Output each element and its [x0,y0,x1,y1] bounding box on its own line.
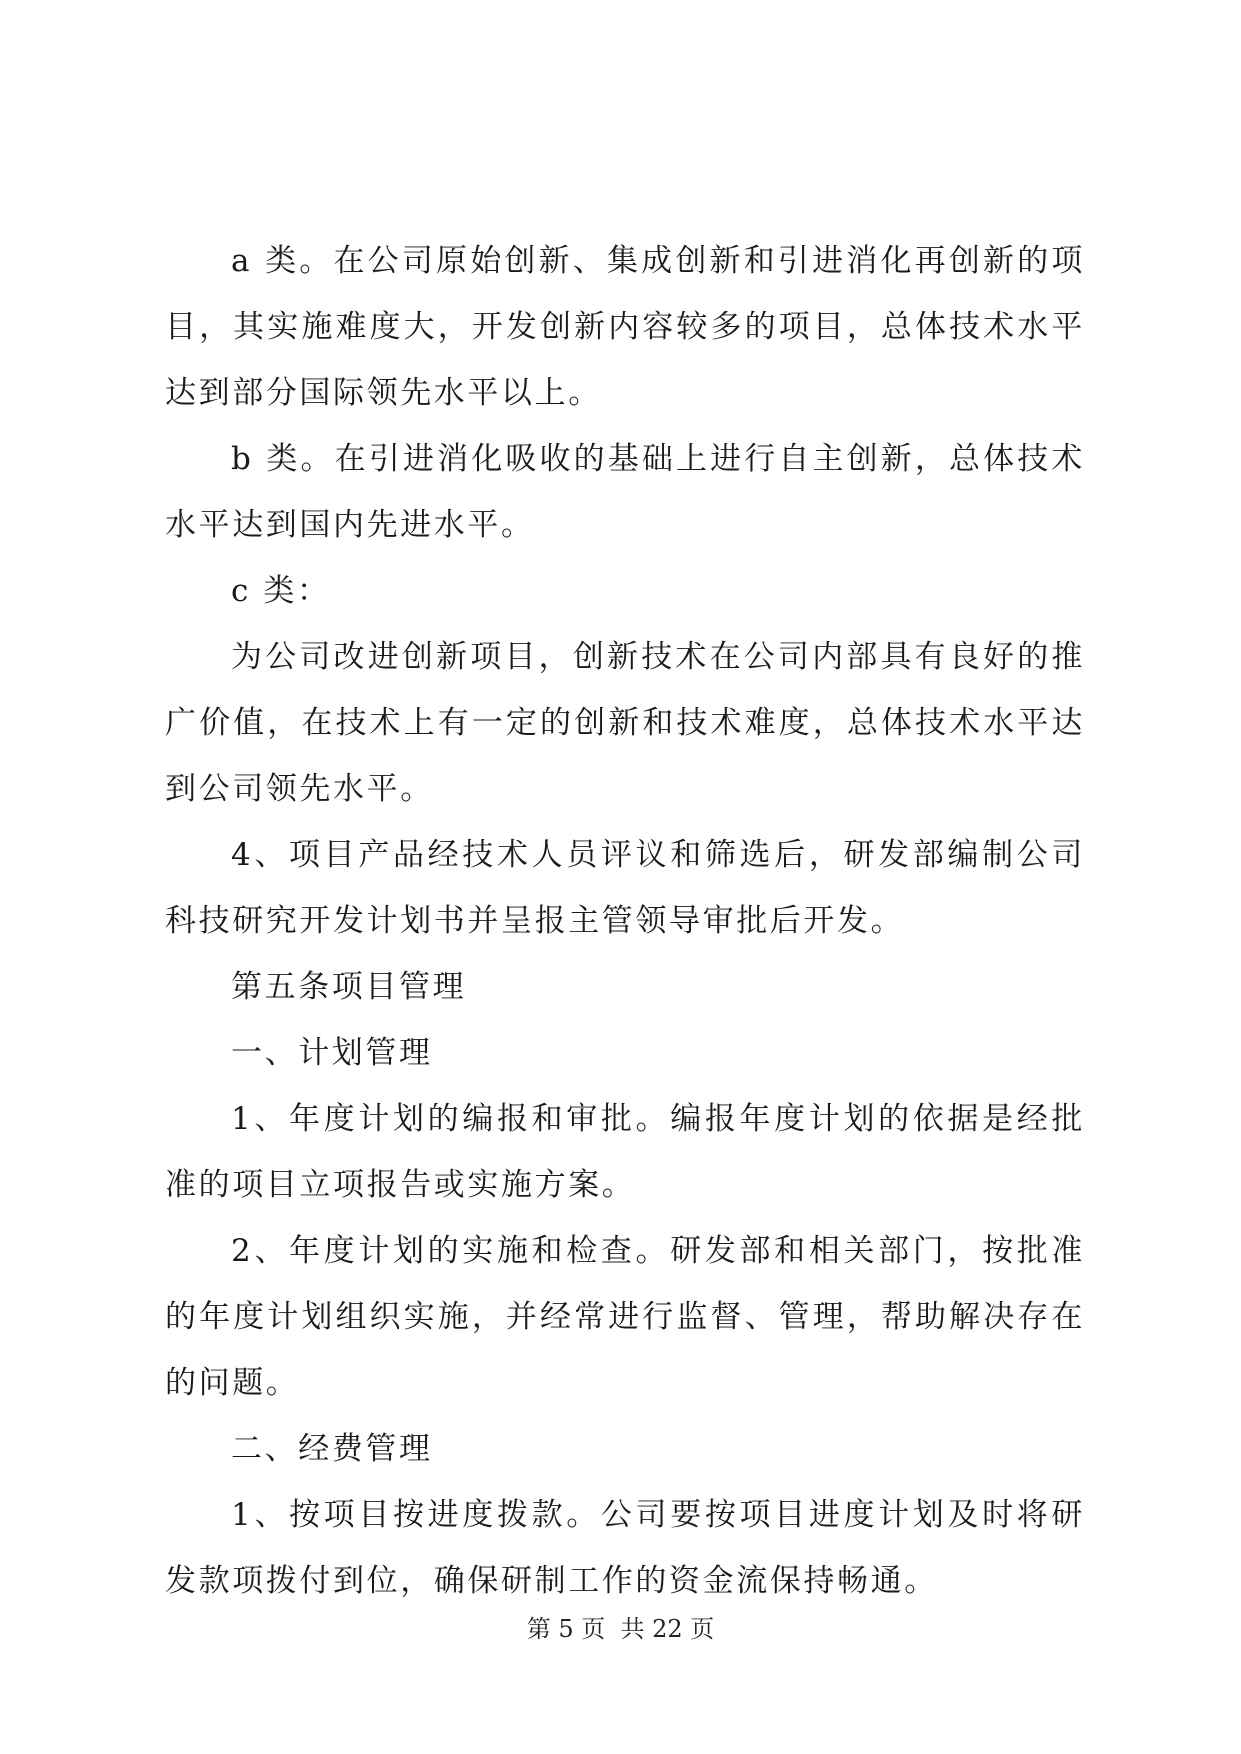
paragraph-funding-1: 1、按项目按进度拨款。公司要按项目进度计划及时将研发款项拨付到位，确保研制工作的资金流保持畅通。 [165,1497,1085,1599]
paragraph-plan-1: 1、年度计划的编报和审批。编报年度计划的依据是经批准的项目立项报告或实施方案。 [165,1101,1085,1203]
section-heading-article-5: 第五条项目管理 [231,969,467,1005]
page-number: 第 5 页 [526,1615,606,1643]
document-body [165,228,1085,1614]
paragraph-class-a: a 类。在公司原始创新、集成创新和引进消化再创新的项目，其实施难度大，开发创新内容较多的项目，总体技术水平达到部分国际领先水平以上。 [165,243,1085,411]
page-total: 共 22 页 [620,1615,715,1643]
subsection-heading-plan: 一、计划管理 [231,1035,433,1071]
paragraph-class-c: 为公司改进创新项目，创新技术在公司内部具有良好的推广价值，在技术上有一定的创新和技术难度，总体技术水平达到公司领先水平。 [165,639,1085,807]
paragraph-plan-2: 2、年度计划的实施和检查。研发部和相关部门，按批准的年度计划组织实施，并经常进行监督、管理，帮助解决存在的问题。 [165,1233,1085,1401]
paragraph-class-c-heading: c 类： [231,573,331,609]
paragraph-class-b: b 类。在引进消化吸收的基础上进行自主创新，总体技术水平达到国内先进水平。 [165,441,1085,543]
subsection-heading-funding: 二、经费管理 [231,1431,433,1467]
paragraph-item-4: 4、项目产品经技术人员评议和筛选后，研发部编制公司科技研究开发计划书并呈报主管领导审批后开发。 [165,837,1085,939]
page-footer [0,1614,1241,1644]
footer-spacer [605,1615,620,1643]
